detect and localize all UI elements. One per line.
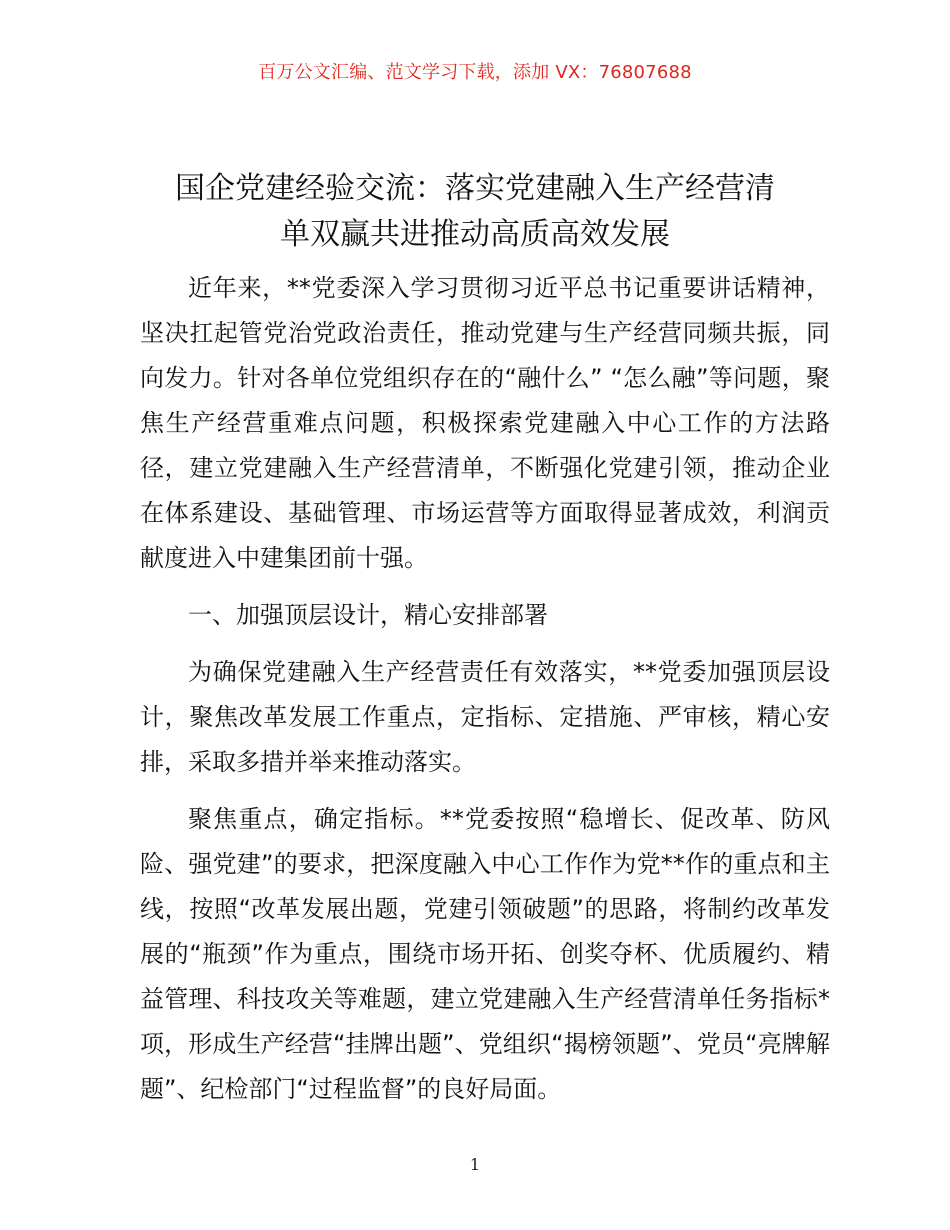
document-title-line-1: 国企党建经验交流：落实党建融入生产经营清 xyxy=(175,171,775,206)
header-watermark-note: 百万公文汇编、范文学习下载，添加 VX：76807688 xyxy=(258,62,692,83)
page-number: 1 xyxy=(469,1155,481,1174)
paragraph-intro: 近年来，**党委深入学习贯彻习近平总书记重要讲话精神，坚决扛起管党治党政治责任，推动党建与生产经营同频共振，同向发力。针对各单位党组织存在的“融什么” “怎么融”等问题，聚焦生产经营重难点问题，积极探索党建融入中心工作的方法路径，建立党建融入生产经营清单，不断强化党建引领，推动企业在体系建设、基础管理、市场运营等方面取得显著成效，利润贡献度进入中建集团前十强。 xyxy=(140,274,830,572)
paragraph-section-1-intro: 为确保党建融入生产经营责任有效落实，**党委加强顶层设计，聚焦改革发展工作重点，定指标、定措施、严审核，精心安排，采取多措并举来推动落实。 xyxy=(140,658,830,776)
document-body xyxy=(140,266,830,1112)
paragraph-focus-key-points: 聚焦重点，确定指标。**党委按照“稳增长、促改革、防风险、强党建”的要求，把深度融入中心工作作为党**作的重点和主线，按照“改革发展出题，党建引领破题”的思路，将制约改革发展的“瓶颈”作为重点，围绕市场开拓、创奖夺杯、优质履约、精益管理、科技攻关等难题，建立党建融入生产经营清单任务指标*项，形成生产经营“挂牌出题”、党组织“揭榜领题”、党员“亮牌解题”、纪检部门“过程监督”的良好局面。 xyxy=(140,805,830,1103)
document-title xyxy=(110,166,840,258)
section-heading-1: 一、加强顶层设计，精心安排部署 xyxy=(188,601,548,629)
document-title-line-2: 单双赢共进推动高质高效发展 xyxy=(280,217,670,252)
